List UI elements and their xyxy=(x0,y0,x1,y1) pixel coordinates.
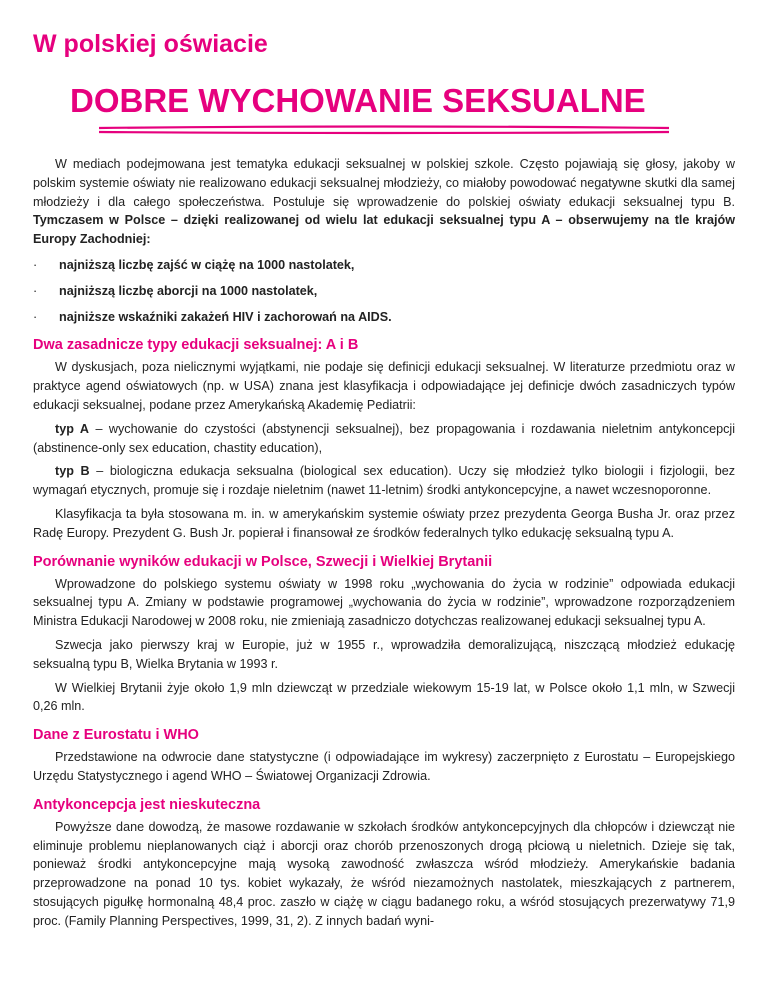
intro-bold-text: Tymczasem w Polsce – dzięki realizowanej od wielu lat edukacji seksualnej typu A – obserwujemy na tle krajów Europy Zachodniej: xyxy=(33,213,735,247)
paragraph: Szwecja jako pierwszy kraj w Europie, już w 1955 r., wprowadziła demoralizującą, niszczącą młodzież edukację seksualną typu B, Wielka Brytania w 1993 r. xyxy=(33,637,735,671)
bullet-icon: · xyxy=(33,283,38,298)
paragraph: Wprowadzone do polskiego systemu oświaty w 1998 roku „wychowania do życia w rodzinie” odpowiada edukacji seksualnej typu A. Zmiany w podstawie programowej „wychowania do życia w rodzinie”, wprowadzone rozporządzeniem Ministra Edukacji Narodowej w 2008 roku, nie zmieniają zasadniczo dotychczas realizowanej edukacji seksualnej typu A. xyxy=(33,576,735,629)
bullet-icon: · xyxy=(33,257,38,272)
section-heading: Porównanie wyników edukacji w Polsce, Szwecji i Wielkiej Brytanii xyxy=(33,553,493,570)
section-heading: Dwa zasadnicze typy edukacji seksualnej: A i B xyxy=(33,337,359,354)
list-item xyxy=(33,256,735,275)
paragraph: Przedstawione na odwrocie dane statystyczne (i odpowiadające im wykresy) zaczerpnięto z Eurostatu – Europejskiego Urzędu Statystycznego i agend WHO – Światowej Organizacji Zdrowia. xyxy=(33,750,735,783)
list-item-text: najniższą liczbę zajść w ciążę na 1000 nastolatek, xyxy=(59,257,355,272)
list-item-text: najniższe wskaźniki zakażeń HIV i zachorowań na AIDS. xyxy=(59,309,392,324)
list-item xyxy=(33,282,735,301)
section-kicker: W polskiej oświacie xyxy=(33,30,268,58)
section-heading: Antykoncepcja jest nieskuteczna xyxy=(33,796,261,813)
paragraph: Powyższe dane dowodzą, że masowe rozdawanie w szkołach środków antykoncepcyjnych dla chłopców i dziewcząt nie eliminuje problemu nieplanowanych ciąż i aborcji oraz chorób przenoszonych drogą płciową u nieletnich. Dzieje się tak, ponieważ środki antykoncepcyjne mają wysoką zawodność zwłaszcza wśród młodzieży. Amerykańskie badania przeprowadzone na ponad 10 tys. kobiet wykazały, że wśród niezamożnych nastolatek, mieszkających z partnerem, stosujących pigułkę hormonalną 48,4 proc. zaszło w ciążę w ciągu badanego roku, a wśród stosujących prezerwatywy 71,9 proc. (Family Planning Perspectives, 1999, 31, 2). Z innych badań wyni- xyxy=(33,819,735,928)
type-a-text: – wychowanie do czystości (abstynencji seksualnej), bez propagowania i rozdawania nieletnim antykoncepcji (abstinence-only sex education, chastity education), xyxy=(33,421,735,455)
page-title: DOBRE WYCHOWANIE SEKSUALNE xyxy=(70,82,646,119)
title-underline xyxy=(97,124,671,136)
paragraph: W dyskusjach, poza nielicznymi wyjątkami, nie podaje się definicji edukacji seksualnej. W literaturze przedmiotu oraz w praktyce agend oświatowych (np. w USA) znana jest klasyfikacja i odpowiadające jej definicje dwóch zasadniczych typów edukacji seksualnej, podane przez Amerykańską Akademię Pediatrii: xyxy=(33,360,735,412)
intro-paragraph xyxy=(33,155,735,249)
paragraph-type-a xyxy=(33,420,735,458)
bullet-icon: · xyxy=(33,309,38,324)
underline-stroke-top xyxy=(99,127,669,129)
paragraph-type-b xyxy=(33,462,735,500)
section-heading: Dane z Eurostatu i WHO xyxy=(33,727,199,744)
underline-stroke-bottom xyxy=(99,132,669,133)
type-a-label: typ A xyxy=(55,421,89,436)
article-body xyxy=(33,155,735,936)
list-item-text: najniższą liczbę aborcji na 1000 nastolatek, xyxy=(59,283,318,298)
paragraph: Klasyfikacja ta była stosowana m. in. w amerykańskim systemie oświaty przez prezydenta Georga Busha Jr. oraz przez Radę Europy. Prezydent G. Bush Jr. popierał i finansował ze środków federalnych tylko edukację seksualną typu A. xyxy=(33,506,735,540)
results-list xyxy=(33,256,735,326)
type-b-text: – biologiczna edukacja seksualna (biological sex education). Uczy się młodzież tylko biologii i fizjologii, bez wymagań etycznych, promuje się i rozdaje nieletnim (nawet 11-letnim) środki antykoncepcyjne, a nawet wczesnoporonne. xyxy=(33,464,735,498)
intro-text: W mediach podejmowana jest tematyka edukacji seksualnej w polskiej szkole. Często pojawiają się głosy, jakoby w polskim systemie oświaty nie realizowano edukacji seksualnej młodzieży, co miałoby powodować negatywne skutki dla samej młodzieży i dla całego społeczeństwa. Postuluje się wprowadzenie do polskiej oświaty edukacji seksualnej typu B. xyxy=(33,157,735,209)
type-b-label: typ B xyxy=(55,464,90,479)
list-item xyxy=(33,308,735,327)
paragraph: W Wielkiej Brytanii żyje około 1,9 mln dziewcząt w przedziale wiekowym 15-19 lat, w Polsce około 1,1 mln, w Szwecji 0,26 mln. xyxy=(33,680,735,714)
